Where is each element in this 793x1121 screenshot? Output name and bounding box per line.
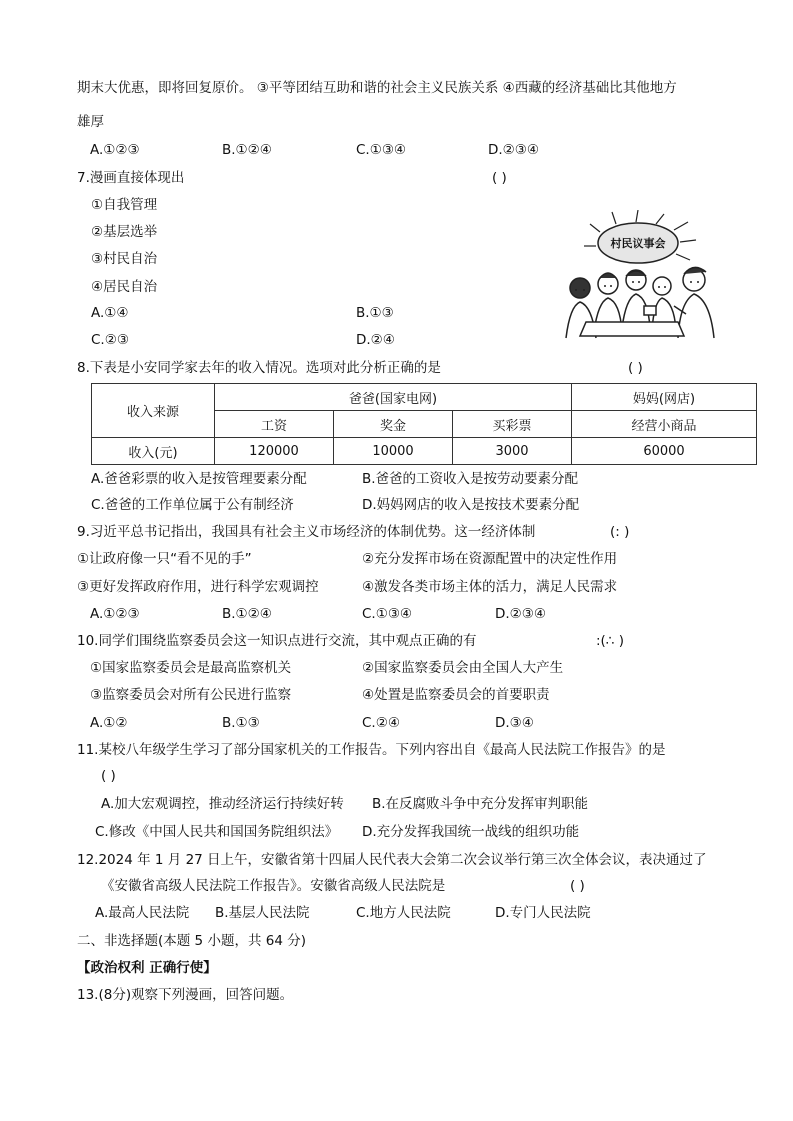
q11-option-a: A.加大宏观调控，推动经济运行持续好转 <box>101 796 344 812</box>
q8-option-c: C.爸爸的工作单位属于公有制经济 <box>91 497 294 513</box>
q6-item-continuation: 期末大优惠，即将回复原价。 ③平等团结互助和谐的社会主义民族关系 ④西藏的经济基础比其他地方 <box>77 80 677 96</box>
q10-item-1: ①国家监察委员会是最高监察机关 <box>90 660 292 676</box>
q8-option-b: B.爸爸的工资收入是按劳动要素分配 <box>362 471 579 487</box>
q10-item-3: ③监察委员会对所有公民进行监察 <box>90 687 292 703</box>
table-subheader-shop: 经营小商品 <box>572 411 757 438</box>
q12-option-c: C.地方人民法院 <box>356 905 451 921</box>
q9-option-c: C.①③④ <box>362 606 413 622</box>
table-header-mom: 妈妈(网店) <box>572 384 757 411</box>
table-subheader-salary: 工资 <box>215 411 334 438</box>
q11-stem: 11.某校八年级学生学习了部分国家机关的工作报告。下列内容出自《最高人民法院工作报告》的是 <box>77 742 666 758</box>
q6-item-continuation-2: 雄厚 <box>77 114 104 130</box>
q10-option-b: B.①③ <box>222 715 260 731</box>
q8-stem: 8.下表是小安同学家去年的收入情况。选项对此分析正确的是 <box>77 360 441 376</box>
q7-item-4: ④居民自治 <box>91 279 158 295</box>
q7-option-b: B.①③ <box>356 305 394 321</box>
q10-option-d: D.③④ <box>495 715 534 731</box>
q6-option-b: B.①②④ <box>222 142 272 158</box>
topic-heading: 【政治权利 正确行使】 <box>77 960 217 976</box>
q10-stem: 10.同学们围绕监察委员会这一知识点进行交流，其中观点正确的有 <box>77 633 477 649</box>
q10-answer-paren: :(∴ ) <box>596 633 624 649</box>
q8-option-d: D.妈妈网店的收入是按技术要素分配 <box>362 497 580 513</box>
q7-item-2: ②基层选举 <box>91 224 158 240</box>
q9-option-b: B.①②④ <box>222 606 272 622</box>
table-subheader-bonus: 奖金 <box>334 411 453 438</box>
section-heading: 二、非选择题(本题 5 小题，共 64 分) <box>77 933 306 949</box>
cartoon-label: 村民议事会 <box>610 237 666 250</box>
table-row-label-income: 收入(元) <box>92 438 215 465</box>
q7-item-3: ③村民自治 <box>91 251 158 267</box>
q11-option-c: C.修改《中国人民共和国国务院组织法》 <box>95 824 339 840</box>
table-row <box>92 438 757 465</box>
q10-item-4: ④处置是监察委员会的首要职责 <box>362 687 550 703</box>
q7-option-d: D.②④ <box>356 332 395 348</box>
table-header-dad: 爸爸(国家电网) <box>215 384 572 411</box>
table-cell: 10000 <box>334 438 453 465</box>
q7-option-a: A.①④ <box>91 305 129 321</box>
q6-option-c: C.①③④ <box>356 142 407 158</box>
table-cell: 60000 <box>572 438 757 465</box>
village-meeting-cartoon <box>556 210 716 340</box>
table-header-source: 收入来源 <box>92 384 215 438</box>
income-table <box>91 383 757 465</box>
table-row <box>92 384 757 411</box>
q7-answer-paren: ( ) <box>492 170 507 186</box>
q7-stem: 7.漫画直接体现出 <box>77 170 185 186</box>
q9-item-2: ②充分发挥市场在资源配置中的决定性作用 <box>362 551 618 567</box>
q12-option-b: B.基层人民法院 <box>215 905 310 921</box>
table-subheader-lottery: 买彩票 <box>453 411 572 438</box>
q10-item-2: ②国家监察委员会由全国人大产生 <box>362 660 564 676</box>
q9-item-4: ④激发各类市场主体的活力，满足人民需求 <box>362 579 618 595</box>
q9-item-1: ①让政府像一只“看不见的手” <box>77 551 252 567</box>
q12-stem-line-1: 12.2024 年 1 月 27 日上午，安徽省第十四届人民代表大会第二次会议举行第三次全体会议，表决通过了 <box>77 852 707 868</box>
q9-option-a: A.①②③ <box>90 606 140 622</box>
q7-item-1: ①自我管理 <box>91 197 158 213</box>
q8-answer-paren: ( ) <box>628 360 643 376</box>
q9-option-d: D.②③④ <box>495 606 546 622</box>
q11-answer-paren: ( ) <box>101 768 116 784</box>
q8-option-a: A.爸爸彩票的收入是按管理要素分配 <box>91 471 307 487</box>
q11-option-b: B.在反腐败斗争中充分发挥审判职能 <box>372 796 589 812</box>
q10-option-c: C.②④ <box>362 715 400 731</box>
q9-answer-paren: (: ) <box>610 524 630 540</box>
table-cell: 3000 <box>453 438 572 465</box>
q12-option-a: A.最高人民法院 <box>95 905 190 921</box>
q12-option-d: D.专门人民法院 <box>495 905 591 921</box>
table-cell: 120000 <box>215 438 334 465</box>
q9-item-3: ③更好发挥政府作用，进行科学宏观调控 <box>77 579 319 595</box>
q6-option-a: A.①②③ <box>90 142 140 158</box>
q9-stem: 9.习近平总书记指出，我国具有社会主义市场经济的体制优势。这一经济体制 <box>77 524 536 540</box>
q11-option-d: D.充分发挥我国统一战线的组织功能 <box>362 824 580 840</box>
q6-option-d: D.②③④ <box>488 142 539 158</box>
q12-answer-paren: ( ) <box>570 878 585 894</box>
q12-stem-line-2: 《安徽省高级人民法院工作报告》。安徽省高级人民法院是 <box>101 878 446 894</box>
q13-stem: 13.(8分)观察下列漫画，回答问题。 <box>77 987 294 1003</box>
q7-option-c: C.②③ <box>91 332 129 348</box>
q10-option-a: A.①② <box>90 715 128 731</box>
